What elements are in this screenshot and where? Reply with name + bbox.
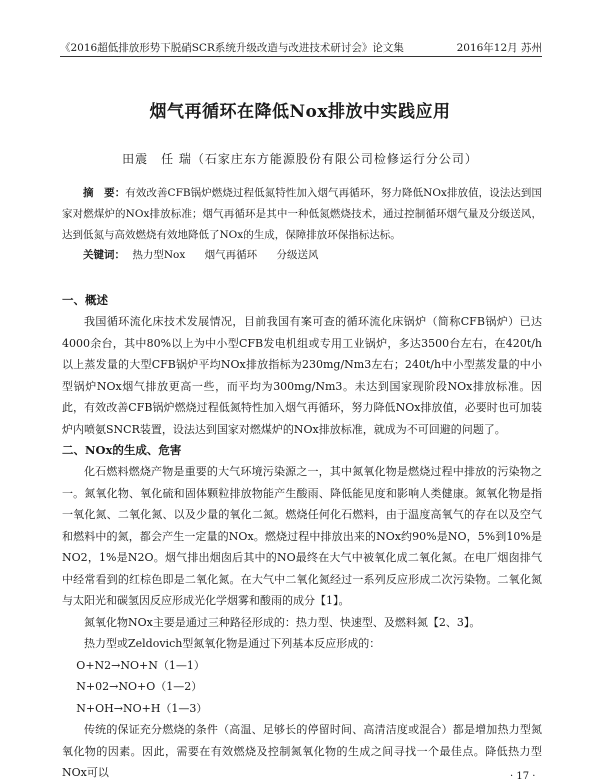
equation: N+02→NO+O（1—2）	[76, 680, 203, 693]
keyword: 烟气再循环	[204, 249, 258, 261]
equation: N+OH→NO+H（1—3）	[76, 701, 208, 715]
keywords	[62, 247, 542, 262]
header-date-location: 2016年12月 苏州	[456, 42, 542, 54]
abstract	[62, 183, 542, 246]
paper-title: 烟气再循环在降低Nox排放中实践应用	[149, 102, 451, 122]
keyword: 分级送风	[276, 249, 319, 261]
equation: O+N2→NO+N（1—1）	[76, 658, 205, 672]
section-heading-overview: 一、概述	[62, 293, 108, 307]
page-number: · 17 ·	[510, 771, 536, 782]
paragraph: 化石燃料燃烧产物是重要的大气环境污染源之一，其中氮氧化物是燃烧过程中排放的污染物之一。氮氧化物、氧化硫和固体颗粒排放物能产生酸雨、降低能见度和影响人类健康。氮氧化物是指一氧化氮、二氧化氮、以及少量的氧化二氮。燃烧任何化石燃料，由于温度高氧气的存在以及空气和燃料中的氮，都会产生一定量的NOx。燃烧过程中排放出来的NOx约90%是NO，5%到10%是NO2，1%是N2O。烟气排出烟囱后其中的NO最终在大气中被氧化成二氧化氮。在电厂烟囱排气中经常看到的红棕色即是二氧化氮。在大气中二氧化氮经过一系列反应形成二次污染物。二氧化氮与太阳光和碳氢因反应形成光化学烟雾和酸雨的成分【1】。	[62, 465, 542, 607]
paragraph: 氮氧化物NOx主要是通过三种路径形成的：热力型、快速型、及燃料氮【2、3】。	[84, 615, 481, 629]
section-heading-nox-formation: 二、NOx的生成、危害	[62, 443, 182, 457]
header-divider	[60, 56, 542, 57]
paragraph: 我国循环流化床技术发展情况，目前我国有案可查的循环流化床锅炉（简称CFB锅炉）已达4000余台，其中80%以上为中小型CFB发电机组或专用工业锅炉，多达3500台左右，在420t/h以上蒸发量的大型CFB锅炉平均NOx排放指标为230mg/Nm3左右；240t/h中小型蒸发量的中小型锅炉NOx烟气排放更高一些，而平均为300mg/Nm3。未达到国家现阶段NOx排放标准。因此，有效改善CFB锅炉燃烧过程低氮特性加入烟气再循环，努力降低NOx排放值，必要时也可加装炉内喷氨SNCR装置，设法达到国家对燃煤炉的NOx排放标准，就成为不可回避的问题了。	[62, 315, 542, 436]
paper-authors: 田震 任 瑞（石家庄东方能源股份有限公司检修运行分公司）	[122, 152, 478, 166]
abstract-text: 有效改善CFB锅炉燃烧过程低氮特性加入烟气再循环，努力降低NOx排放值，设法达到国家对燃煤炉的NOx排放标准；烟气再循环是其中一种低氮燃烧技术，通过控制循环烟气量及分级送风，达到低氮与高效燃烧有效地降低了NOx的生成，保障排放环保指标达标。	[62, 187, 542, 241]
paragraph: 热力型或Zeldovich型氮氧化物是通过下列基本反应形成的：	[84, 637, 381, 650]
running-header	[60, 40, 542, 55]
header-proceedings-title: 《2016超低排放形势下脱硝SCR系统升级改造与改进技术研讨会》论文集	[60, 42, 404, 54]
keywords-label: 关键词：	[83, 249, 125, 261]
body-text	[62, 290, 542, 784]
abstract-label: 摘 要：	[83, 187, 126, 199]
paragraph: 传统的保证充分燃烧的条件（高温、足够长的停留时间、高清洁度或混合）都是增加热力型氮氧化物的因素。因此，需要在有效燃烧及控制氮氧化物的生成之间寻找一个最佳点。降低热力型NOx可以	[62, 723, 542, 779]
keyword: 热力型Nox	[132, 249, 186, 261]
